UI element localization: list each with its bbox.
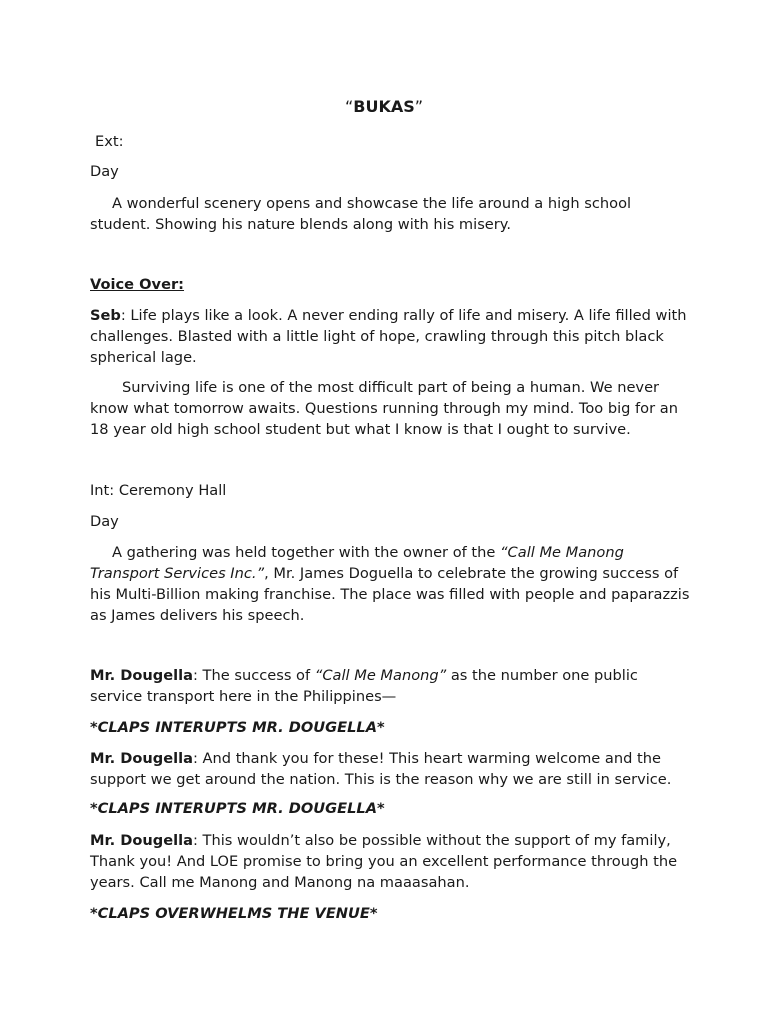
voice-over-heading xyxy=(90,274,690,295)
scene1-description: A wonderful scenery opens and showcase the life around a high school student. Showing his nature blends along with his misery. xyxy=(90,195,632,233)
scene2-desc-part2: , Mr. James Doguella to celebrate the growing success of his Multi-Billion making franchise. The place was filled with people and paparazzis as James delivers his speech. xyxy=(90,565,690,624)
speaker-dougella: Mr. Dougella xyxy=(90,832,193,849)
dialogue-line-1-b: as the number one public service transport here in the Philippines— xyxy=(90,667,638,705)
dialogue-line-3-text: : This wouldn’t also be possible without the support of my family, Thank you! And LOE promise to bring you an excellent performance through the years. Call me Manong and Manong na maaasahan. xyxy=(90,832,678,891)
action-line-3: *CLAPS OVERWHELMS THE VENUE* xyxy=(90,905,378,922)
scene1-time: Day xyxy=(90,163,119,180)
scene2-location: Int: Ceremony Hall xyxy=(90,482,227,499)
action-line-1: *CLAPS INTERUPTS MR. DOUGELLA* xyxy=(90,719,385,736)
voice-over-heading-text: Voice Over: xyxy=(90,276,185,293)
dialogue-line-2 xyxy=(90,748,690,790)
speaker-dougella: Mr. Dougella xyxy=(90,750,193,767)
voice-over-line-2: Surviving life is one of the most difficult part of being a human. We never know what tomorrow awaits. Questions running through my mind. Too big for an 18 year old high school student but what I know is that I ought to survive. xyxy=(90,379,678,438)
scene2-description xyxy=(90,542,690,626)
document-title xyxy=(0,96,768,117)
dialogue-line-3 xyxy=(90,830,690,893)
speaker-dougella: Mr. Dougella xyxy=(90,667,193,684)
speaker-seb: Seb xyxy=(90,307,121,324)
scene1-location: Ext: xyxy=(95,133,124,150)
title-text: BUKAS xyxy=(353,97,415,116)
voice-over-line-1-text: : Life plays like a look. A never ending rally of life and misery. A life filled with challenges. Blasted with a little light of hope, crawling through this pitch black spherical lage. xyxy=(90,307,687,366)
dialogue-line-2-text: : And thank you for these! This heart warming welcome and the support we get around the nation. This is the reason why we are still in service. xyxy=(90,750,672,788)
brand-name: “Call Me Manong” xyxy=(314,667,447,684)
scene2-desc-part1: A gathering was held together with the owner of the xyxy=(112,544,500,561)
company-name: “Call Me Manong Transport Services Inc.” xyxy=(90,544,624,582)
dialogue-line-1 xyxy=(90,665,690,707)
dialogue-line-1-a: : The success of xyxy=(193,667,315,684)
action-line-2: *CLAPS INTERUPTS MR. DOUGELLA* xyxy=(90,800,385,817)
voice-over-line-1 xyxy=(90,305,690,368)
scene2-time: Day xyxy=(90,513,119,530)
title-open-quote: “ xyxy=(344,97,354,116)
title-close-quote: ” xyxy=(414,97,424,116)
